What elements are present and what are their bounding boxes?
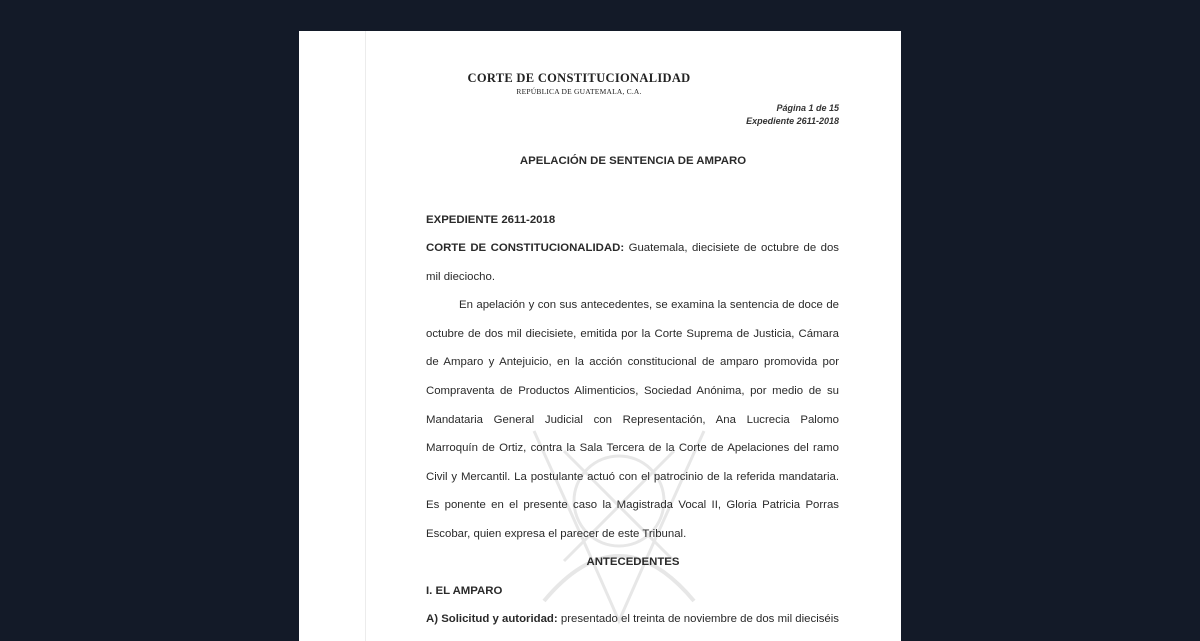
court-seal-watermark — [504, 391, 734, 641]
document-title: APELACIÓN DE SENTENCIA DE AMPARO — [519, 155, 747, 167]
solicitud-line — [426, 613, 839, 625]
expediente-number: Expediente 2611-2018 — [746, 116, 839, 126]
page-meta — [746, 102, 839, 128]
solicitud-text: presentado el treinta de noviembre de dos mil dieciséis — [560, 613, 839, 625]
paragraph-line: Marroquín de Ortiz, contra la Sala Tercera de la Corte de Apelaciones del ramo — [426, 442, 839, 454]
intro-line-1 — [426, 242, 839, 254]
solicitud-label: A) Solicitud y autoridad: — [426, 613, 558, 625]
letterhead-title: CORTE DE CONSTITUCIONALIDAD — [467, 71, 691, 85]
margin-line — [365, 31, 366, 641]
paragraph-line: Escobar, quien expresa el parecer de este Tribunal. — [426, 528, 687, 540]
intro-line-1-text: Guatemala, diecisiete de octubre de dos — [628, 242, 839, 254]
intro-line-2: mil dieciocho. — [426, 271, 496, 283]
paragraph-line: Es ponente en el presente caso la Magistrada Vocal II, Gloria Patricia Porras — [426, 499, 839, 511]
paragraph-line: Compraventa de Productos Alimenticios, Sociedad Anónima, por medio de su — [426, 385, 839, 397]
antecedentes-heading: ANTECEDENTES — [586, 556, 680, 568]
paragraph-line: Civil y Mercantil. La postulante actuó con el patrocinio de la referida mandataria. — [426, 471, 839, 483]
paragraph-line: octubre de dos mil diecisiete, emitida por la Corte Suprema de Justicia, Cámara — [426, 328, 839, 340]
document-page — [299, 31, 901, 641]
intro-label: CORTE DE CONSTITUCIONALIDAD: — [426, 242, 625, 254]
section-heading: I. EL AMPARO — [426, 585, 503, 597]
letterhead — [299, 71, 859, 96]
paragraph-line: de Amparo y Antejuicio, en la acción constitucional de amparo promovida por — [426, 356, 839, 368]
expediente-heading: EXPEDIENTE 2611-2018 — [426, 214, 556, 226]
paragraph-line: Mandataria General Judicial con Representación, Ana Lucrecia Palomo — [426, 414, 839, 426]
page-number: Página 1 de 15 — [776, 103, 839, 113]
paragraph-line: En apelación y con sus antecedentes, se examina la sentencia de doce de — [459, 299, 839, 311]
letterhead-subtitle: REPÚBLICA DE GUATEMALA, C.A. — [516, 87, 642, 96]
